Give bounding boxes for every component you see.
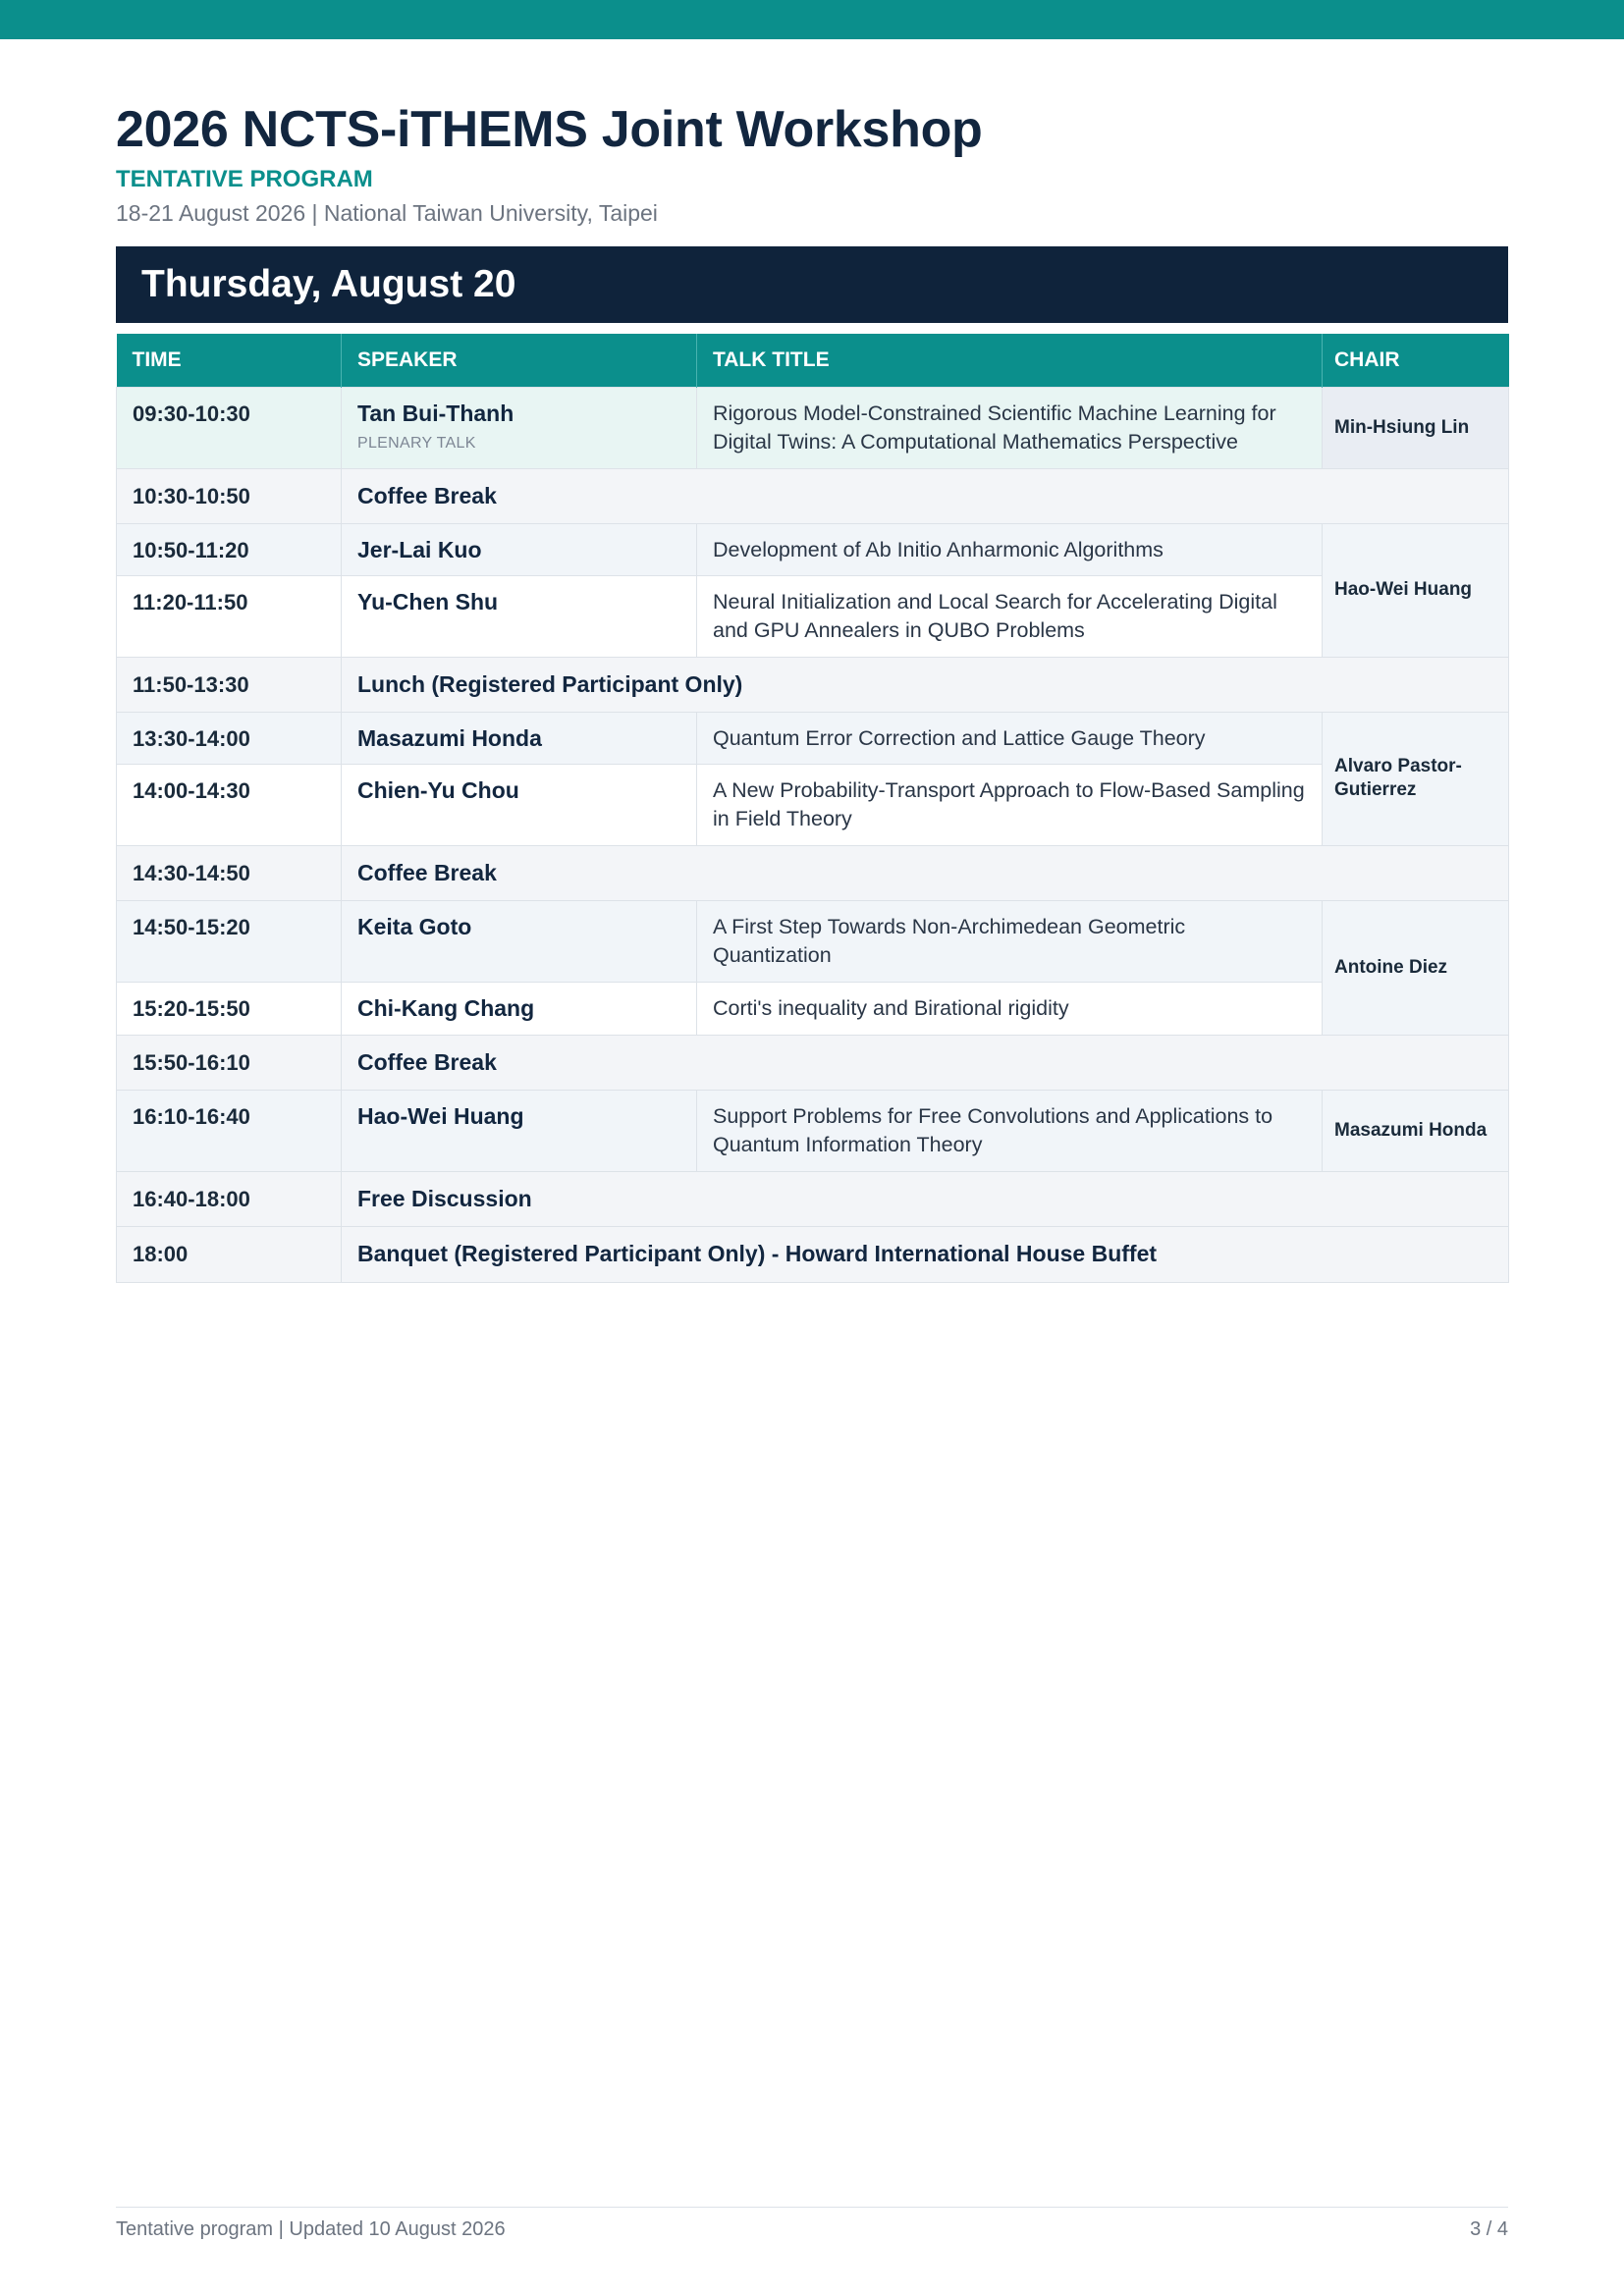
- talk-title: Quantum Error Correction and Lattice Gauge Theory: [697, 712, 1323, 764]
- table-row: [117, 712, 1509, 764]
- footer-note: Tentative program | Updated 10 August 2026: [116, 2218, 506, 2240]
- break-row: [117, 1171, 1509, 1226]
- break-label: Coffee Break: [342, 845, 1509, 900]
- talk-title: Development of Ab Initio Anharmonic Algorithms: [697, 523, 1323, 575]
- break-row: [117, 1035, 1509, 1090]
- table-row: [117, 900, 1509, 982]
- schedule-table: [116, 334, 1509, 1283]
- talk-title: A First Step Towards Non-Archimedean Geometric Quantization: [697, 900, 1323, 982]
- talk-title: Rigorous Model-Constrained Scientific Machine Learning for Digital Twins: A Computational Mathematics Perspective: [697, 387, 1323, 468]
- column-header-speaker: SPEAKER: [342, 334, 697, 387]
- session-time: 18:00: [117, 1226, 342, 1282]
- talk-title: A New Probability-Transport Approach to Flow-Based Sampling in Field Theory: [697, 764, 1323, 845]
- session-time: 14:00-14:30: [117, 764, 342, 845]
- page-number: 3 / 4: [1470, 2218, 1508, 2240]
- speaker-name: Keita Goto: [342, 900, 697, 982]
- column-header-talk-title: TALK TITLE: [697, 334, 1323, 387]
- break-row: [117, 1226, 1509, 1282]
- table-row: [117, 764, 1509, 845]
- speaker-cell: [342, 387, 697, 468]
- break-label: Coffee Break: [342, 1035, 1509, 1090]
- session-time: 09:30-10:30: [117, 387, 342, 468]
- talk-title: Support Problems for Free Convolutions and Applications to Quantum Information Theory: [697, 1090, 1323, 1171]
- speaker-name: Yu-Chen Shu: [342, 575, 697, 657]
- break-label: Coffee Break: [342, 468, 1509, 523]
- table-row: [117, 523, 1509, 575]
- session-time: 11:50-13:30: [117, 657, 342, 712]
- speaker-name: Chi-Kang Chang: [342, 982, 697, 1035]
- session-time: 15:50-16:10: [117, 1035, 342, 1090]
- column-header-chair: CHAIR: [1323, 334, 1509, 387]
- document-subtitle: TENTATIVE PROGRAM: [116, 166, 373, 192]
- speaker-name: Hao-Wei Huang: [342, 1090, 697, 1171]
- speaker-name: Masazumi Honda: [342, 712, 697, 764]
- document-header: [116, 98, 1508, 230]
- table-row: [117, 387, 1509, 468]
- session-time: 14:30-14:50: [117, 845, 342, 900]
- session-time: 15:20-15:50: [117, 982, 342, 1035]
- session-time: 14:50-15:20: [117, 900, 342, 982]
- speaker-name: Jer-Lai Kuo: [342, 523, 697, 575]
- session-time: 16:10-16:40: [117, 1090, 342, 1171]
- footer-divider: [116, 2207, 1508, 2208]
- session-chair: Alvaro Pastor-Gutierrez: [1323, 712, 1509, 845]
- break-label: Banquet (Registered Participant Only) - Howard International House Buffet: [342, 1226, 1509, 1282]
- session-chair: Hao-Wei Huang: [1323, 523, 1509, 657]
- session-time: 11:20-11:50: [117, 575, 342, 657]
- column-header-time: TIME: [117, 334, 342, 387]
- break-row: [117, 845, 1509, 900]
- document-title: 2026 NCTS-iTHEMS Joint Workshop: [116, 101, 983, 158]
- plenary-talk-tag: PLENARY TALK: [357, 434, 476, 452]
- break-label: Lunch (Registered Participant Only): [342, 657, 1509, 712]
- talk-title: Neural Initialization and Local Search for Accelerating Digital and GPU Annealers in QUBO Problems: [697, 575, 1323, 657]
- table-row: [117, 982, 1509, 1035]
- session-chair: Masazumi Honda: [1323, 1090, 1509, 1171]
- talk-title: Corti's inequality and Birational rigidity: [697, 982, 1323, 1035]
- session-chair: Min-Hsiung Lin: [1323, 387, 1509, 468]
- break-row: [117, 468, 1509, 523]
- speaker-name: Tan Bui-Thanh: [357, 400, 514, 426]
- break-row: [117, 657, 1509, 712]
- day-heading: Thursday, August 20: [116, 246, 1508, 323]
- session-time: 10:50-11:20: [117, 523, 342, 575]
- event-dates-location: 18-21 August 2026 | National Taiwan University, Taipei: [116, 200, 658, 226]
- table-header-row: [117, 334, 1509, 387]
- speaker-name: Chien-Yu Chou: [342, 764, 697, 845]
- session-time: 13:30-14:00: [117, 712, 342, 764]
- top-accent-bar: [0, 0, 1624, 39]
- session-time: 10:30-10:50: [117, 468, 342, 523]
- session-chair: Antoine Diez: [1323, 900, 1509, 1035]
- table-row: [117, 1090, 1509, 1171]
- session-time: 16:40-18:00: [117, 1171, 342, 1226]
- table-row: [117, 575, 1509, 657]
- break-label: Free Discussion: [342, 1171, 1509, 1226]
